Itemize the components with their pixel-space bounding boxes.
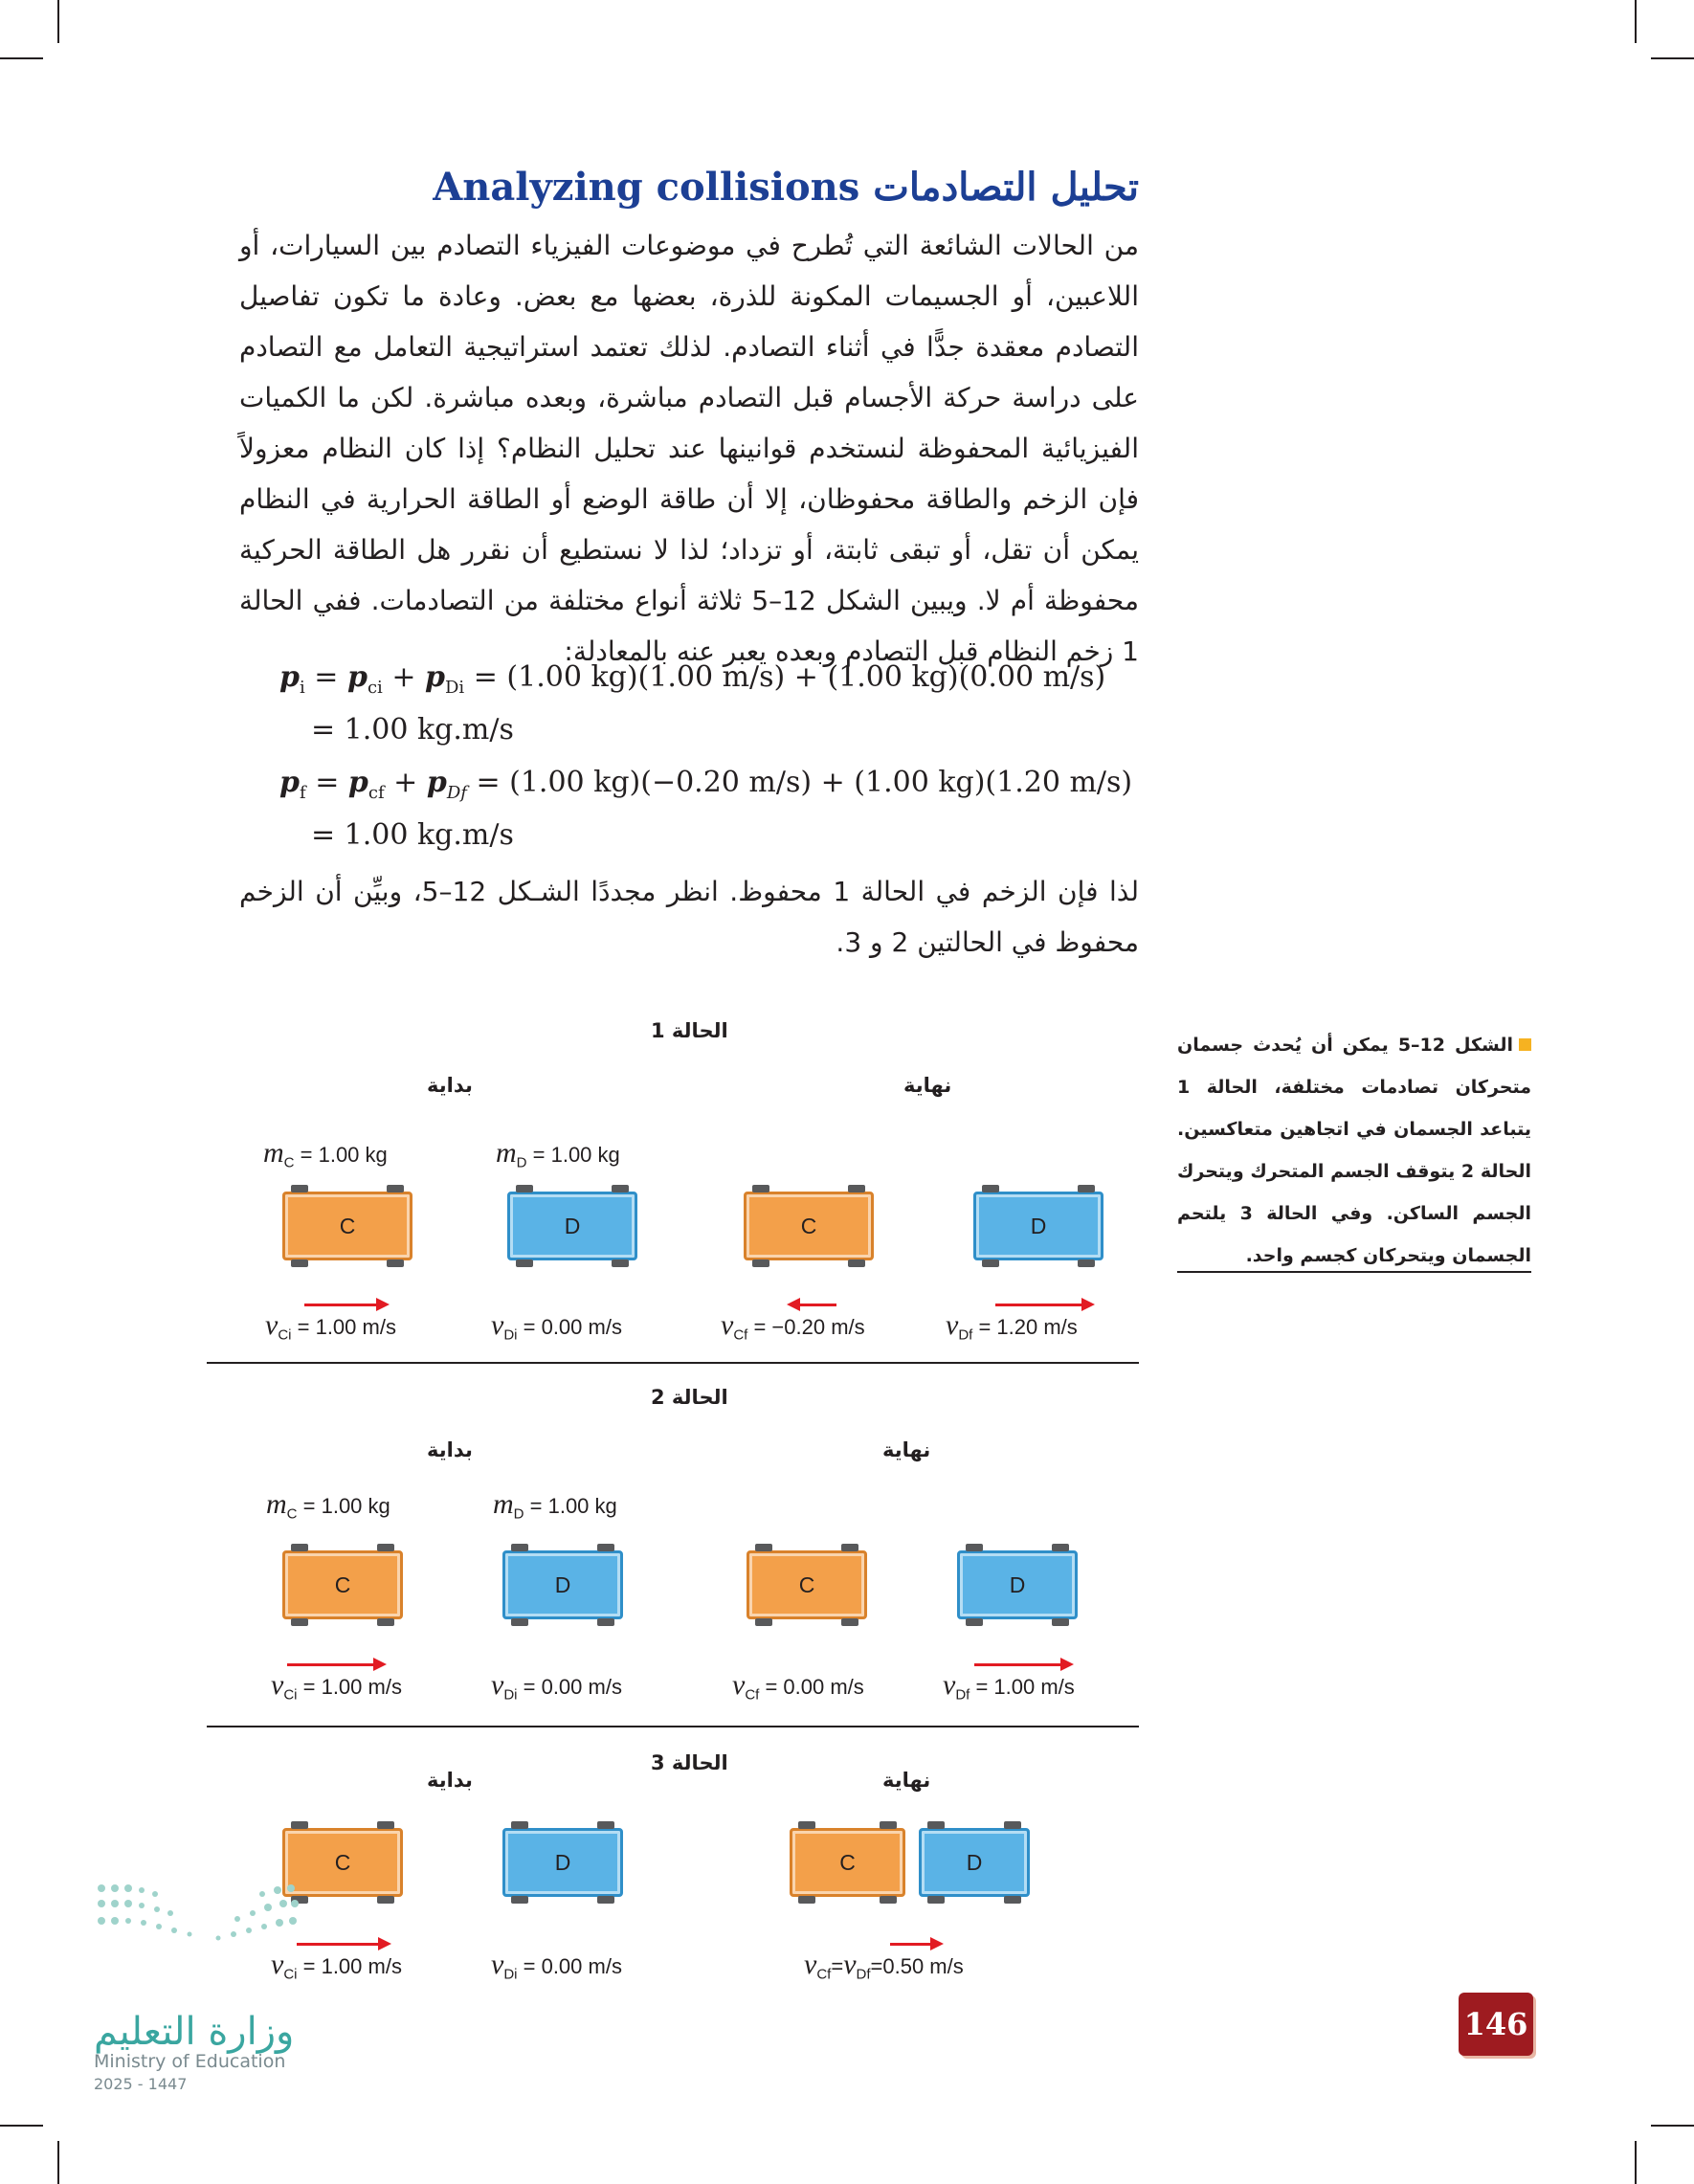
crop-mark [1651, 2125, 1694, 2127]
case1-vdi-label: $v_{Di} = 0.00$ m/s [491, 1309, 622, 1344]
cart-wheel [511, 1618, 528, 1626]
cart-wheel [1078, 1259, 1095, 1267]
case3-vdi-label: $v_{Di} = 0.00$ m/s [491, 1949, 622, 1983]
cart-wheel [387, 1185, 404, 1192]
case2-mass-d: $m_D = 1.00$ kg [493, 1488, 617, 1523]
section-title-ar: تحليل التصادمات [873, 165, 1139, 210]
case3-cart-c-final: C [790, 1828, 905, 1897]
crop-mark [0, 2125, 43, 2127]
cart-wheel [511, 1821, 528, 1829]
case2-vdf-label: $v_{Df} = 1.00$ m/s [943, 1669, 1075, 1704]
case1-velocity-arrow-d-final [995, 1304, 1091, 1306]
equation-pf-result: = 1.00 kg.m/s [311, 818, 514, 852]
cart-wheel [511, 1896, 528, 1904]
page-number: 146 [1459, 1993, 1533, 2056]
case-divider [207, 1362, 1139, 1364]
cart-wheel [597, 1821, 614, 1829]
cart-wheel [597, 1896, 614, 1904]
case1-velocity-arrow-c-final [791, 1304, 836, 1306]
cart-wheel [966, 1618, 983, 1626]
body-paragraph: من الحالات الشائعة التي تُطرح في موضوعات الفيزياء التصادم بين السيارات، أو اللاعبين، أو الجسيمات المكونة للذرة، بعضها مع بعض. وعادة ما تكون تفاصيل التصادم معقدة جدًّا في أثناء التصادم. لذلك تعتمد استراتيجية التعامل مع التصادم على دراسة حركة الأجسام قبل التصادم مباشرة، وبعده مباشرة. لكن ما الكميات الفيزيائية المحفوظة لنستخدم قوانينها عند تحليل النظام؟ إذا كان النظام معزولاً فإن الزخم والطاقة محفوظان، إلا أن طاقة الوضع أو الطاقة الحرارية في النظام يمكن أن تقل، أو تبقى ثابتة، أو تزداد؛ لذا لا نستطيع أن نقرر هل الطاقة الحركية محفوظة أم لا. ويبين الشكل 12–5 ثلاثة أنواع مختلفة من التصادمات. ففي الحالة 1 زخم النظام قبل التصادم وبعده يعبر عنه بالمعادلة: [239, 230, 1140, 667]
case1-start-label: بداية [427, 1074, 473, 1097]
crop-mark [1651, 57, 1694, 59]
cart-wheel [516, 1259, 533, 1267]
case1-cart-d-final: D [973, 1192, 1103, 1260]
crop-mark [1635, 2141, 1637, 2184]
case1-vdf-label: $v_{Df} = 1.20$ m/s [946, 1309, 1078, 1344]
cart-wheel [841, 1544, 858, 1551]
case2-title: الحالة 2 [651, 1386, 728, 1409]
cart-wheel [377, 1544, 394, 1551]
body-paragraph-conclusion: لذا فإن الزخم في الحالة 1 محفوظ. انظر مجددًا الشـكل 12–5، وبيِّن أن الزخم محفوظ في الحالتين 2 و 3. [239, 876, 1140, 958]
cart-wheel [377, 1896, 394, 1904]
cart-wheel [982, 1259, 999, 1267]
case1-cart-c-initial: C [282, 1192, 412, 1260]
case3-velocity-arrow-c-initial [297, 1943, 388, 1946]
case3-start-label: بداية [427, 1769, 473, 1792]
cart-wheel [1052, 1618, 1069, 1626]
cart-wheel [982, 1185, 999, 1192]
section-title [433, 165, 1139, 210]
cart-wheel [597, 1618, 614, 1626]
case2-cart-c-initial: C [282, 1550, 403, 1619]
case1-velocity-arrow-c-initial [304, 1304, 386, 1306]
cart-wheel [798, 1821, 815, 1829]
crop-mark [0, 57, 43, 59]
caption-label: الشكل 12–5 [1397, 1035, 1513, 1056]
cart-wheel [516, 1185, 533, 1192]
case1-cart-c-final: C [744, 1192, 874, 1260]
case1-vci-label: $v_{Ci} = 1.00$ m/s [265, 1309, 396, 1344]
cart-wheel [1004, 1821, 1021, 1829]
cart-wheel [755, 1618, 772, 1626]
equation-pi: $p_i = p_{ci} + p_{Di} = (1.00$ kg)(1.00 m/s) + (1.00 kg)(0.00 m/s) [279, 660, 1106, 698]
cart-wheel [511, 1544, 528, 1551]
case3-cart-d-initial: D [502, 1828, 623, 1897]
equation-pf: $p_f = p_{cf} + p_{Df} = (1.00$ kg)(−0.20 m/s) + (1.00 kg)(1.20 m/s) [279, 766, 1133, 803]
case1-title: الحالة 1 [651, 1019, 728, 1042]
case2-cart-c-final: C [747, 1550, 867, 1619]
cart-wheel [848, 1259, 865, 1267]
cart-wheel [880, 1896, 897, 1904]
cart-wheel [927, 1896, 945, 1904]
cart-wheel [966, 1544, 983, 1551]
cart-wheel [880, 1821, 897, 1829]
case1-end-label: نهاية [903, 1074, 952, 1097]
case2-cart-d-final: D [957, 1550, 1078, 1619]
cart-wheel [798, 1896, 815, 1904]
cart-wheel [387, 1259, 404, 1267]
figure-caption [1177, 1024, 1531, 1277]
case3-end-label: نهاية [882, 1769, 931, 1792]
case2-velocity-arrow-d-final [974, 1663, 1070, 1666]
case3-vci-label: $v_{Ci} = 1.00$ m/s [271, 1949, 402, 1983]
cart-wheel [291, 1544, 308, 1551]
caption-text: يمكن أن يُحدث جسمان متحركان تصادمات مختلفة، الحالة 1 يتباعد الجسمان في اتجاهين متعاكسين. الحالة 2 يتوقف الجسم المتحرك ويتحرك الجسم الساكن. وفي الحالة 3 يلتحم الجسمان ويتحركان كجسم واحد. [1177, 1035, 1532, 1266]
case2-vcf-label: $v_{Cf} = 0.00$ m/s [732, 1669, 864, 1704]
caption-underline [1177, 1271, 1531, 1273]
cart-wheel [597, 1544, 614, 1551]
case1-mass-c: $m_C = 1.00$ kg [263, 1137, 388, 1171]
cart-wheel [848, 1185, 865, 1192]
cart-wheel [377, 1821, 394, 1829]
crop-mark [1635, 0, 1637, 43]
ministry-year: 2025 - 1447 [94, 2075, 188, 2093]
cart-wheel [377, 1618, 394, 1626]
case1-mass-d: $m_D = 1.00$ kg [496, 1137, 620, 1171]
case1-vcf-label: $v_{Cf} = -0.20$ m/s [721, 1309, 865, 1344]
case2-vci-label: $v_{Ci} = 1.00$ m/s [271, 1669, 402, 1704]
case2-velocity-arrow-c-initial [287, 1663, 383, 1666]
case3-cart-c-initial: C [282, 1828, 403, 1897]
case3-velocity-arrow-combined [890, 1943, 940, 1946]
equation-pf-values: = (1.00 kg)(−0.20 m/s) + (1.00 kg)(1.20 m/s) [476, 766, 1133, 799]
equation-pi-values: = (1.00 kg)(1.00 m/s) + (1.00 kg)(0.00 m/s) [473, 660, 1106, 694]
ministry-name-ar: وزارة التعليم [94, 2010, 295, 2054]
section-title-en: Analyzing collisions [433, 165, 860, 210]
cart-wheel [291, 1821, 308, 1829]
case2-cart-d-initial: D [502, 1550, 623, 1619]
cart-wheel [841, 1618, 858, 1626]
case2-vdi-label: $v_{Di} = 0.00$ m/s [491, 1669, 622, 1704]
cart-wheel [291, 1185, 308, 1192]
crop-mark [57, 0, 59, 43]
cart-wheel [1004, 1896, 1021, 1904]
case3-cart-d-final: D [919, 1828, 1030, 1897]
ministry-dots-icon [94, 1881, 304, 1976]
cart-wheel [755, 1544, 772, 1551]
case2-mass-c: $m_C = 1.00$ kg [266, 1488, 390, 1523]
caption-bullet-icon [1519, 1038, 1531, 1051]
cart-wheel [927, 1821, 945, 1829]
cart-wheel [291, 1259, 308, 1267]
case2-end-label: نهاية [882, 1438, 931, 1461]
ministry-name-en: Ministry of Education [94, 2051, 286, 2072]
cart-wheel [1078, 1185, 1095, 1192]
case1-cart-d-initial: D [507, 1192, 637, 1260]
cart-wheel [752, 1259, 769, 1267]
crop-mark [57, 2141, 59, 2184]
cart-wheel [752, 1185, 769, 1192]
cart-wheel [1052, 1544, 1069, 1551]
equation-pi-result: = 1.00 kg.m/s [311, 713, 514, 747]
case2-start-label: بداية [427, 1438, 473, 1461]
case3-title: الحالة 3 [651, 1751, 728, 1774]
cart-wheel [612, 1259, 629, 1267]
cart-wheel [612, 1185, 629, 1192]
case3-vf-label: $v_{Cf}=v_{Df}=0.50$ m/s [804, 1949, 964, 1983]
cart-wheel [291, 1618, 308, 1626]
case-divider [207, 1726, 1139, 1727]
